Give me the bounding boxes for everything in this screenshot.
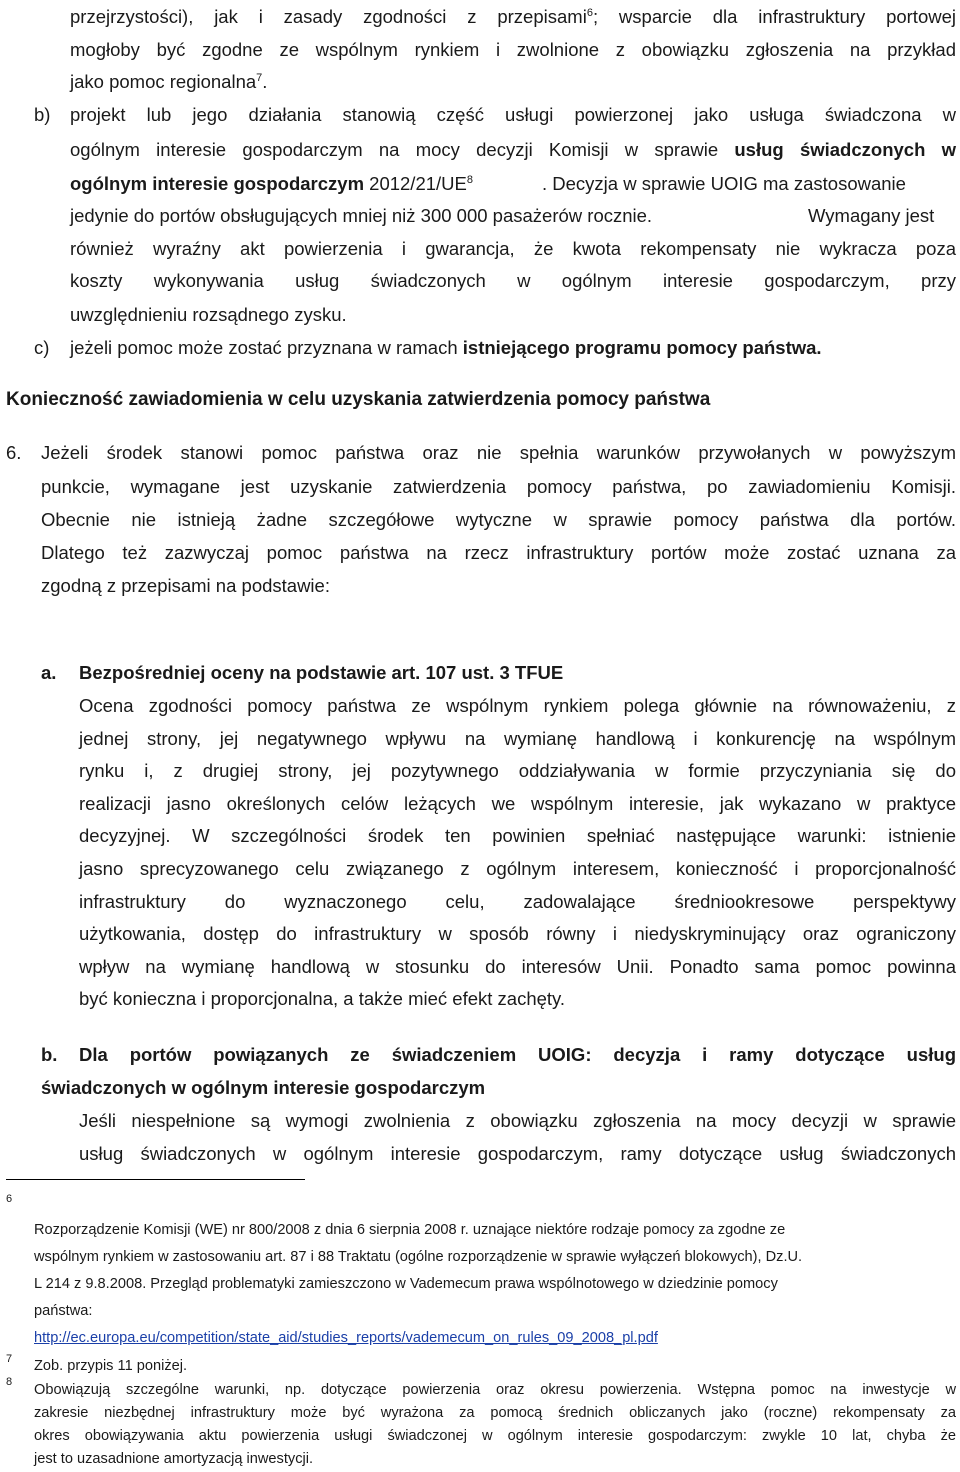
bold-text: istniejącego programu pomocy państwa. xyxy=(462,337,822,358)
paragraph-line: rynku i, z drugiej strony, jej pozytywnego oddziaływania w formie przyczyniania się do xyxy=(79,760,956,782)
paragraph-line: użytkowania, dostęp do infrastruktury w sposób równy i niedyskryminujący oraz ograniczony xyxy=(79,923,956,945)
list-marker: b) xyxy=(34,104,51,125)
paragraph-line: Ocena zgodności pomocy państwa ze wspólnym rynkiem polega głównie na równoważeniu, z xyxy=(79,695,956,716)
list-marker: c) xyxy=(34,337,50,358)
subsection-title: Dla portów powiązanych ze świadczeniem UOIG: decyzja i ramy dotyczące usług xyxy=(79,1044,956,1065)
paragraph-line: również wyraźny akt powierzenia i gwarancja, że kwota rekompensaty nie wykracza poza xyxy=(70,238,956,259)
paragraph-line: Jeżeli środek stanowi pomoc państwa oraz nie spełnia warunków przywołanych w powyższym xyxy=(41,442,956,463)
paragraph-line: jedynie do portów obsługujących mniej niż 300 000 pasażerów rocznie. xyxy=(70,205,653,226)
paragraph-line: . Decyzja w sprawie UOIG ma zastosowanie xyxy=(542,173,906,194)
bold-text: usług świadczonych w xyxy=(734,139,956,160)
text-span: ; wsparcie dla infrastruktury portowej xyxy=(592,6,956,27)
subsection-title: Bezpośredniej oceny na podstawie art. 107 ust. 3 TFUE xyxy=(79,662,564,683)
footnote-number: 7 xyxy=(6,1353,13,1365)
section-heading: Konieczność zawiadomienia w celu uzyskania zatwierdzenia pomocy państwa xyxy=(6,389,711,410)
paragraph-line: Wymagany jest xyxy=(808,205,935,226)
paragraph-line: projekt lub jego działania stanowią część usługi powierzonej jako usługa świadczona w xyxy=(70,104,956,125)
paragraph-line: Jeśli niespełnione są wymogi zwolnienia z obowiązku zgłoszenia na mocy decyzji w sprawie xyxy=(79,1110,956,1131)
paragraph-line: być konieczna i proporcjonalna, a także mieć efekt zachęty. xyxy=(79,988,566,1010)
text-span: przejrzystości), jak i zasady zgodności z przepisami xyxy=(70,6,587,27)
text-span: jako pomoc regionalna xyxy=(70,71,257,92)
footnote-line: L 214 z 9.8.2008. Przegląd problematyki zamieszczono w Vademecum prawa wspólnotowego w dziedzinie pomocy xyxy=(34,1276,778,1292)
footnote-ref[interactable]: 8 xyxy=(466,173,473,186)
paragraph-line: infrastruktury do wyznaczonego celu, zadowalające średniookresowe perspektywy xyxy=(79,890,956,912)
paragraph-line: jasno sprecyzowanego celu związanego z ogólnym interesem, konieczność i proporcjonalność xyxy=(79,858,956,879)
footnote-line: Rozporządzenie Komisji (WE) nr 800/2008 z dnia 6 sierpnia 2008 r. uznające niektóre rodzaje pomocy za zgodne ze xyxy=(34,1222,786,1238)
paragraph-line: usług świadczonych w ogólnym interesie gospodarczym, ramy dotyczące usług świadczonych xyxy=(79,1143,956,1164)
paragraph-line: realizacji jasno określonych celów leżących we wspólnym interesie, jak wykazano w praktyce xyxy=(79,792,956,814)
paragraph-line: uwzględnieniu rozsądnego zysku. xyxy=(70,304,347,325)
paragraph-line: Obecnie nie istnieją żadne szczegółowe wytyczne w sprawie pomocy państwa dla portów. xyxy=(41,509,956,530)
paragraph-line xyxy=(70,69,267,95)
text-span: . xyxy=(262,71,268,92)
paragraph-line xyxy=(70,335,822,361)
footnote-line: Obowiązują szczególne warunki, np. dotyczące powierzenia oraz okresu powierzenia. Wstępna pomoc na inwestycje w xyxy=(34,1382,956,1398)
paragraph-line xyxy=(70,4,956,30)
footnote-ref[interactable]: 7 xyxy=(256,71,263,84)
footnote-separator xyxy=(6,1179,305,1180)
paragraph-line: mogłoby być zgodne ze wspólnym rynkiem i zwolnione z obowiązku zgłoszenia na przykład xyxy=(70,39,956,60)
footnote-number: 6 xyxy=(6,1193,13,1205)
text-span: jeżeli pomoc może zostać przyznana w ramach xyxy=(70,337,463,358)
footnote-line: wspólnym rynkiem w zastosowaniu art. 87 i 88 Traktatu (ogólne rozporządzenie w sprawie wyłączeń blokowych), Dz.U. xyxy=(34,1249,803,1265)
subsection-title: świadczonych w ogólnym interesie gospodarczym xyxy=(41,1077,486,1098)
paragraph-line: Dlatego też zazwyczaj pomoc państwa na rzecz infrastruktury portów może zostać uznana za xyxy=(41,542,956,563)
paragraph-line xyxy=(70,171,473,197)
paragraph-number: 6. xyxy=(6,442,22,463)
footnote-line: okres obowiązywania aktu powierzenia usługi świadczonej w ogólnym interesie gospodarczym: zwykle 10 lat, chyba że xyxy=(34,1428,956,1444)
list-marker: b. xyxy=(41,1044,58,1065)
text-span: 2012/21/UE xyxy=(364,173,467,194)
bold-text: ogólnym interesie gospodarczym xyxy=(70,173,365,194)
footnote-line: Zob. przypis 11 poniżej. xyxy=(34,1358,188,1374)
footnote-line: jest to uzasadnione amortyzacją inwestycji. xyxy=(34,1451,314,1467)
list-marker: a. xyxy=(41,662,57,683)
paragraph-line: jednej strony, jej negatywnego wpływu na wymianę handlową i konkurencję na wspólnym xyxy=(79,727,956,749)
footnote-ref[interactable]: 6 xyxy=(586,6,593,19)
paragraph-line: zgodną z przepisami na podstawie: xyxy=(41,575,330,596)
paragraph-line: punkcie, wymagane jest uzyskanie zatwierdzenia pomocy państwa, po zawiadomieniu Komisji. xyxy=(41,476,956,497)
footnote-number: 8 xyxy=(6,1376,13,1388)
paragraph-line xyxy=(70,137,956,163)
text-span: ogólnym interesie gospodarczym na mocy decyzji Komisji w sprawie xyxy=(70,139,735,160)
paragraph-line: koszty wykonywania usług świadczonych w ogólnym interesie gospodarczym, przy xyxy=(70,270,956,291)
footnote-line: zakresie niezbędnej infrastruktury może być wyrażona za pomocą średnich obliczanych jako (roczne) rekompensaty za xyxy=(34,1405,956,1421)
footnote-line: państwa: xyxy=(34,1303,93,1319)
paragraph-line: decyzyjnej. W szczególności środek ten powinien spełniać następujące warunki: istnienie xyxy=(79,825,956,847)
footnote-link[interactable]: http://ec.europa.eu/competition/state_aid/studies_reports/vademecum_on_rules_09_2008_pl.pdf xyxy=(34,1330,658,1346)
paragraph-line: wpływ na wymianę handlową w stosunku do interesów Unii. Ponadto sama pomoc powinna xyxy=(79,955,956,977)
